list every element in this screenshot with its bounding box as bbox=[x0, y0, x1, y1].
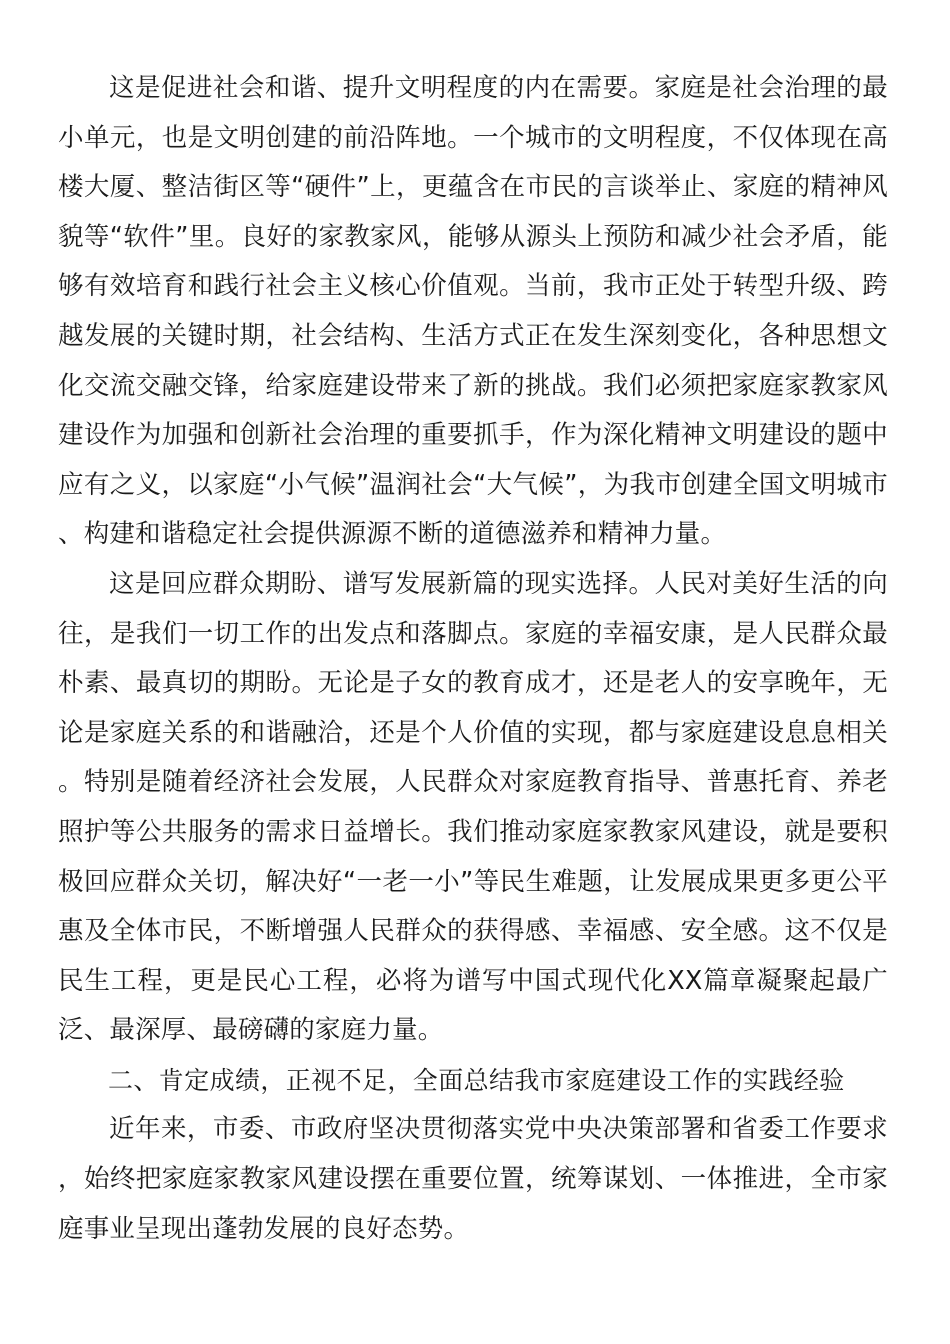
paragraph-recent-years: 近年来，市委、市政府坚决贯彻落实党中央决策部署和省委工作要求，始终把家庭家教家风建设摆在重要位置，统筹谋划、一体推进，全市家庭事业呈现出蓬勃发展的良好态势。 bbox=[58, 1114, 888, 1244]
paragraph-social-harmony: 这是促进社会和谐、提升文明程度的内在需要。家庭是社会治理的最小单元，也是文明创建的前沿阵地。一个城市的文明程度，不仅体现在高楼大厦、整洁街区等“硬件”上，更蕴含在市民的言谈举止、家庭的精神风貌等“软件”里。良好的家教家风，能够从源头上预防和减少社会矛盾，能够有效培育和践行社会主义核心价值观。当前，我市正处于转型升级、跨越发展的关键时期，社会结构、生活方式正在发生深刻变化，各种思想文化交流交融交锋，给家庭建设带来了新的挑战。我们必须把家庭家教家风建设作为加强和创新社会治理的重要抓手，作为深化精神文明建设的题中应有之义，以家庭“小气候”温润社会“大气候”，为我市创建全国文明城市、构建和谐稳定社会提供源源不断的道德滋养和精神力量。 bbox=[58, 73, 888, 550]
paragraph-public-expectation: 这是回应群众期盼、谱写发展新篇的现实选择。人民对美好生活的向往，是我们一切工作的出发点和落脚点。家庭的幸福安康，是人民群众最朴素、最真切的期盼。无论是子女的教育成才，还是老人的安享晚年，无论是家庭关系的和谐融洽，还是个人价值的实现，都与家庭建设息息相关。特别是随着经济社会发展，人民群众对家庭教育指导、普惠托育、养老照护等公共服务的需求日益增长。我们推动家庭家教家风建设，就是要积极回应群众关切，解决好“一老一小”等民生难题，让发展成果更多更公平惠及全体市民，不断增强人民群众的获得感、幸福感、安全感。这不仅是民生工程，更是民心工程，必将为谱写中国式现代化XX篇章凝聚起最广泛、最深厚、最磅礴的家庭力量。 bbox=[58, 568, 888, 1046]
section-heading: 二、肯定成绩，正视不足，全面总结我市家庭建设工作的实践经验 bbox=[108, 1065, 845, 1095]
document-page bbox=[58, 64, 888, 1254]
